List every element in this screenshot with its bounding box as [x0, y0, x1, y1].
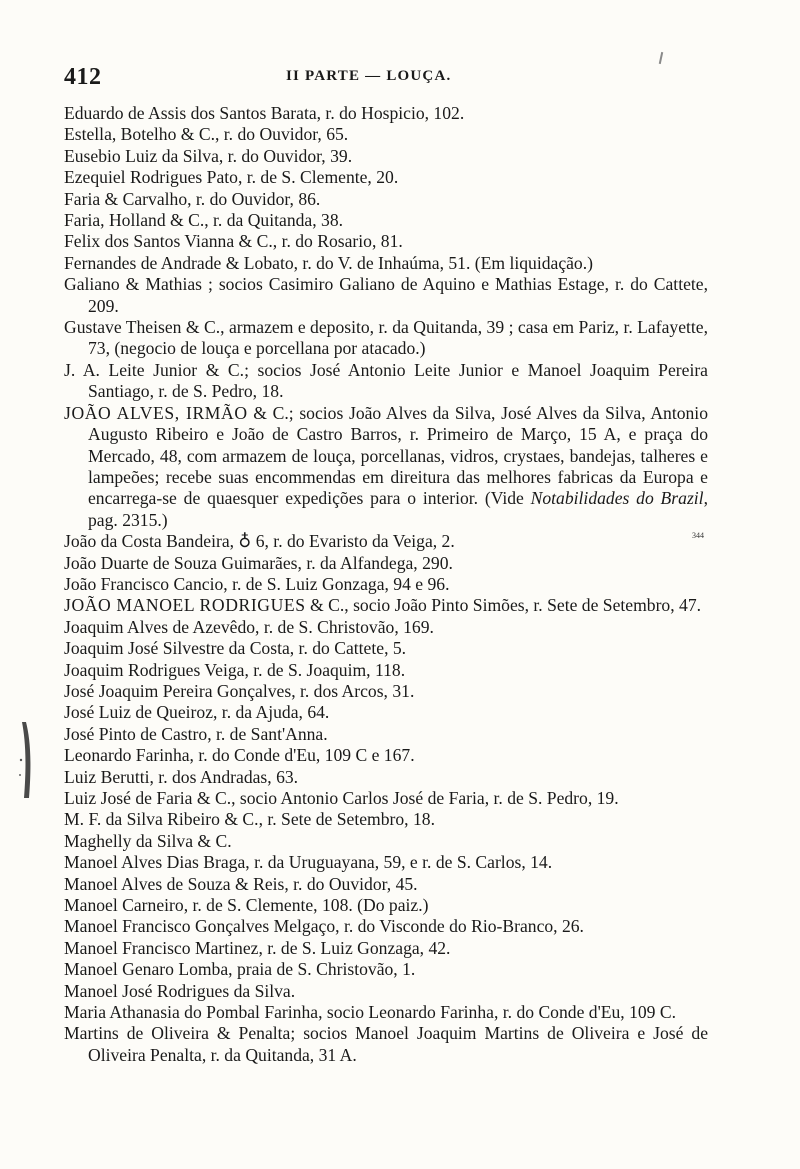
directory-entry: Luiz Berutti, r. dos Andradas, 63.	[64, 766, 299, 787]
directory-entry: Joaquim José Silvestre da Costa, r. do Cattete, 5.	[64, 638, 407, 659]
directory-entry: Faria & Carvalho, r. do Ouvidor, 86.	[64, 188, 321, 209]
directory-entry: Eduardo de Assis dos Santos Barata, r. do Hospicio, 102.	[64, 103, 465, 123]
directory-entry: M. F. da Silva Ribeiro & C., r. Sete de Setembro, 18.	[64, 809, 435, 830]
page-number: 412	[64, 64, 102, 90]
page-header	[64, 64, 684, 94]
directory-entry: Faria, Holland & C., r. da Quitanda, 38.	[64, 210, 344, 231]
running-title: II PARTE — LOUÇA.	[286, 68, 452, 84]
directory-entry: J. A. Leite Junior & C.; socios José Antonio Leite Junior e Manoel Joaquim Pereira Santiago, r. de S. Pedro, 18.	[64, 359, 708, 402]
directory-entry: Manoel Alves de Souza & Reis, r. do Ouvidor, 45.	[64, 873, 418, 894]
directory-entry-featured	[64, 595, 708, 616]
directory-entry: Ezequiel Rodrigues Pato, r. de S. Clemente, 20.	[64, 167, 399, 188]
directory-entry: José Pinto de Castro, r. de Sant'Anna.	[64, 723, 328, 744]
entry-reference-italic: Notabilidades do Brazil	[530, 488, 704, 509]
directory-entry: Eusebio Luiz da Silva, r. do Ouvidor, 39.	[64, 145, 353, 166]
entry-body: & C., socio João Pinto Simões, r. Sete de Setembro, 47.	[305, 595, 702, 616]
directory-entry: José Joaquim Pereira Gonçalves, r. dos Arcos, 31.	[64, 680, 415, 701]
entry-body: & C.; socios João Alves da Silva, José Alves da Silva, Antonio Augusto Ribeiro e João de Castro Barros, r. Primeiro de Março, 15 A, e praça do Mercado, 48, com armazem de louça, porcellanas, vidros, crystaes, bandejas, talheres e lampeões; recebe suas encommendas em direitura das melhores fabricas da Europa e encarrega-se de quaesquer expedições para o interior. (Vide	[88, 402, 708, 509]
directory-entry: Manoel Francisco Gonçalves Melgaço, r. do Visconde do Rio-Branco, 26.	[64, 916, 584, 937]
directory-entry: Manoel Francisco Martinez, r. de S. Luiz Gonzaga, 42.	[64, 937, 451, 958]
directory-entry: Joaquim Alves de Azevêdo, r. de S. Christovão, 169.	[64, 616, 434, 637]
directory-entry: Gustave Theisen & C., armazem e deposito, r. da Quitanda, 39 ; casa em Pariz, r. Lafayette, 73, (negocio de louça e porcellana por atacado.)	[64, 317, 708, 359]
directory-entry: Manoel Genaro Lomba, praia de S. Christovão, 1.	[64, 959, 416, 980]
entry-lead-caps: JOÃO ALVES, IRMÃO	[64, 402, 248, 423]
directory-entry: Leonardo Farinha, r. do Conde d'Eu, 109 C e 167.	[64, 745, 415, 766]
directory-entry: Fernandes de Andrade & Lobato, r. do V. de Inhaúma, 51. (Em liquidação.)	[64, 252, 593, 273]
directory-entry: José Luiz de Queiroz, r. da Ajuda, 64.	[64, 702, 330, 723]
directory-entry: Felix dos Santos Vianna & C., r. do Rosario, 81.	[64, 231, 403, 252]
directory-entry: João da Costa Bandeira, ♁ 6, r. do Evaristo da Veiga, 2.	[64, 531, 455, 552]
entry-lead-caps: JOÃO MANOEL RODRIGUES	[64, 595, 306, 616]
directory-entry: Luiz José de Faria & C., socio Antonio Carlos José de Faria, r. de S. Pedro, 19.	[64, 788, 619, 808]
directory-entries	[64, 103, 708, 1066]
directory-entry: Galiano & Mathias ; socios Casimiro Galiano de Aquino e Mathias Estage, r. do Cattete, 209.	[64, 274, 708, 316]
directory-entry: Estella, Botelho & C., r. do Ouvidor, 65.	[64, 124, 349, 145]
binding-shadow-mark	[18, 720, 38, 800]
margin-number: 344	[692, 531, 704, 540]
directory-entry: Joaquim Rodrigues Veiga, r. de S. Joaquim, 118.	[64, 659, 406, 680]
directory-entry: Manoel Carneiro, r. de S. Clemente, 108. (Do paiz.)	[64, 895, 429, 916]
stray-ink-mark	[659, 52, 663, 64]
directory-entry: Manoel Alves Dias Braga, r. da Uruguayana, 59, e r. de S. Carlos, 14.	[64, 852, 553, 873]
directory-entry: Martins de Oliveira & Penalta; socios Manoel Joaquim Martins de Oliveira e José de Oliveira Penalta, r. da Quitanda, 31 A.	[64, 1023, 708, 1065]
directory-entry: João Francisco Cancio, r. de S. Luiz Gonzaga, 94 e 96.	[64, 573, 450, 594]
directory-entry: João Duarte de Souza Guimarães, r. da Alfandega, 290.	[64, 552, 453, 573]
directory-entry: Manoel José Rodrigues da Silva.	[64, 980, 296, 1001]
directory-entry: Maria Athanasia do Pombal Farinha, socio Leonardo Farinha, r. do Conde d'Eu, 109 C.	[64, 1002, 677, 1023]
directory-entry-featured	[64, 403, 708, 531]
entry-reference-tail: , pag. 2315.)	[88, 488, 708, 530]
directory-entry: Maghelly da Silva & C.	[64, 830, 232, 851]
